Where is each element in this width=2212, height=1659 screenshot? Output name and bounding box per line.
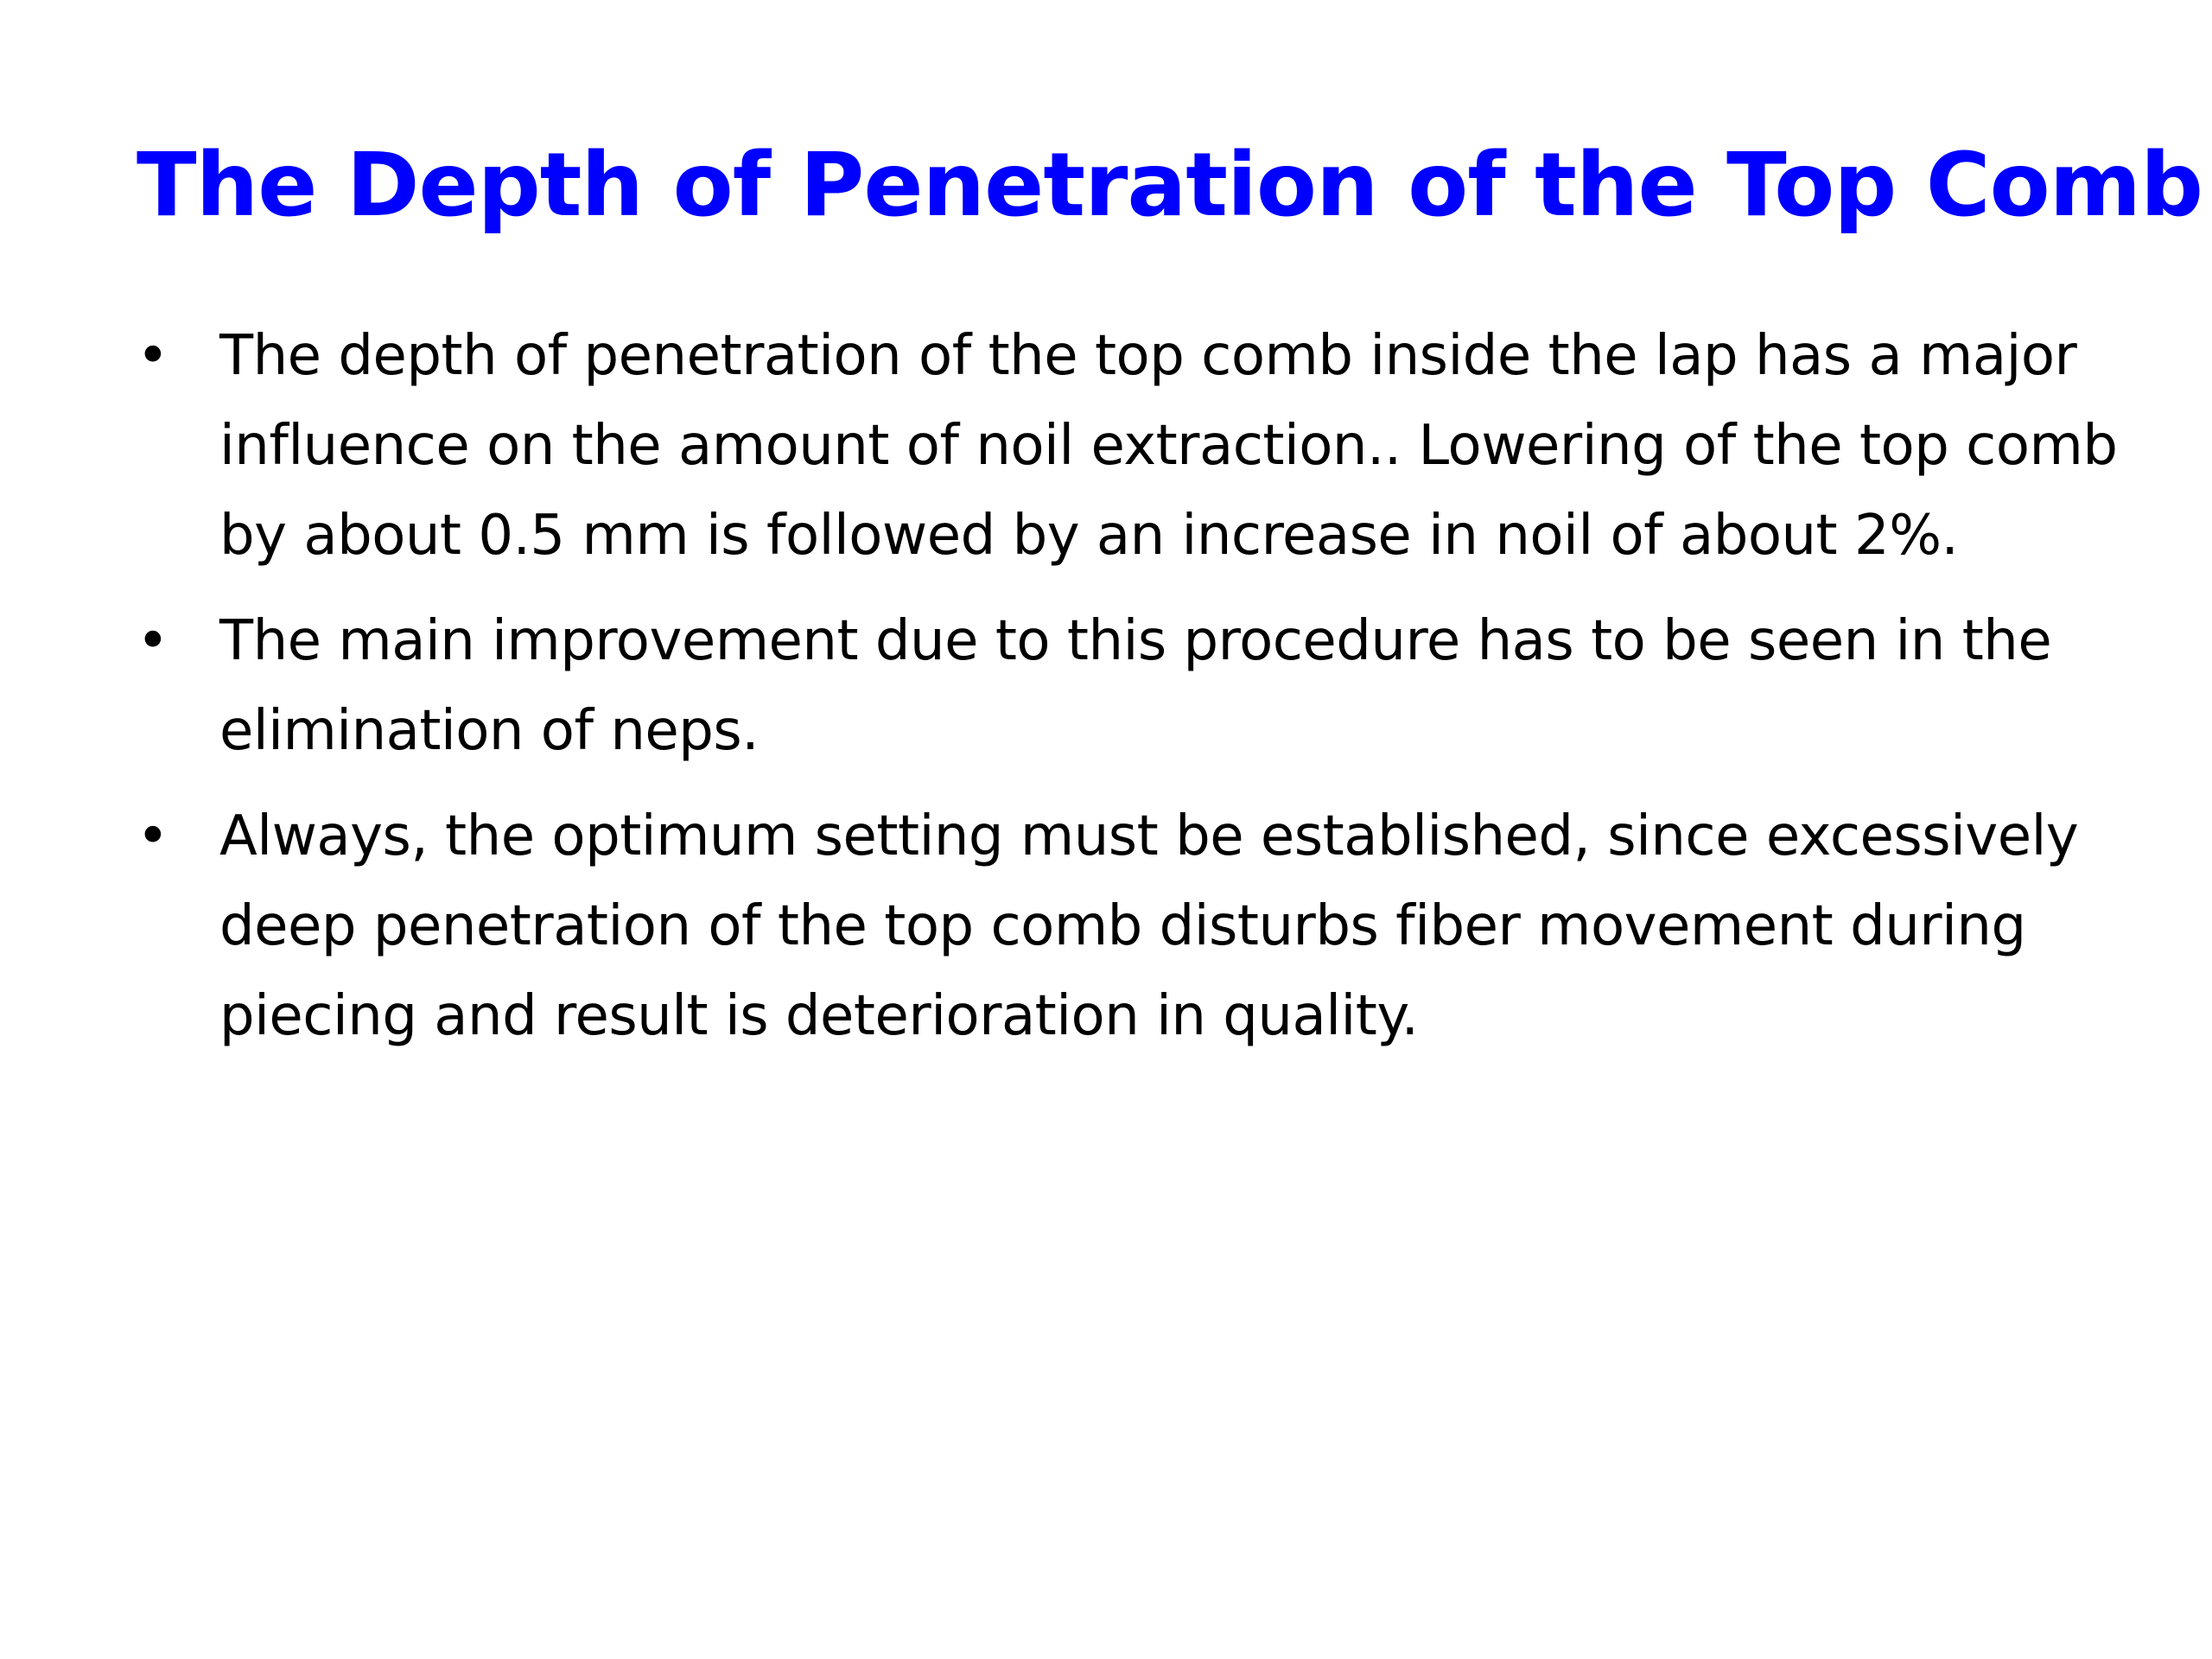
bullet-item bbox=[137, 311, 2124, 581]
bullet-text: The main improvement due to this procedure has to be seen in the elimination of neps. bbox=[219, 609, 2052, 763]
bullet-dot-icon: • bbox=[137, 324, 169, 388]
slide-title: The Depth of Penetration of the Top Comb bbox=[137, 134, 2203, 237]
bullet-dot-icon: • bbox=[137, 609, 169, 673]
bullet-item bbox=[137, 596, 2124, 776]
bullet-item bbox=[137, 791, 2124, 1061]
bullet-text: Always, the optimum setting must be established, since excessively deep penetration of the top comb disturbs fiber movement during piecing and result is deterioration in quality. bbox=[219, 804, 2079, 1048]
bullet-text: The depth of penetration of the top comb inside the lap has a major influence on the amount of noil extraction.. Lowering of the top comb by about 0.5 mm is followed by an increase in noil of about 2%. bbox=[219, 324, 2118, 568]
bullet-dot-icon: • bbox=[137, 804, 169, 868]
bullet-list bbox=[137, 311, 2124, 1077]
